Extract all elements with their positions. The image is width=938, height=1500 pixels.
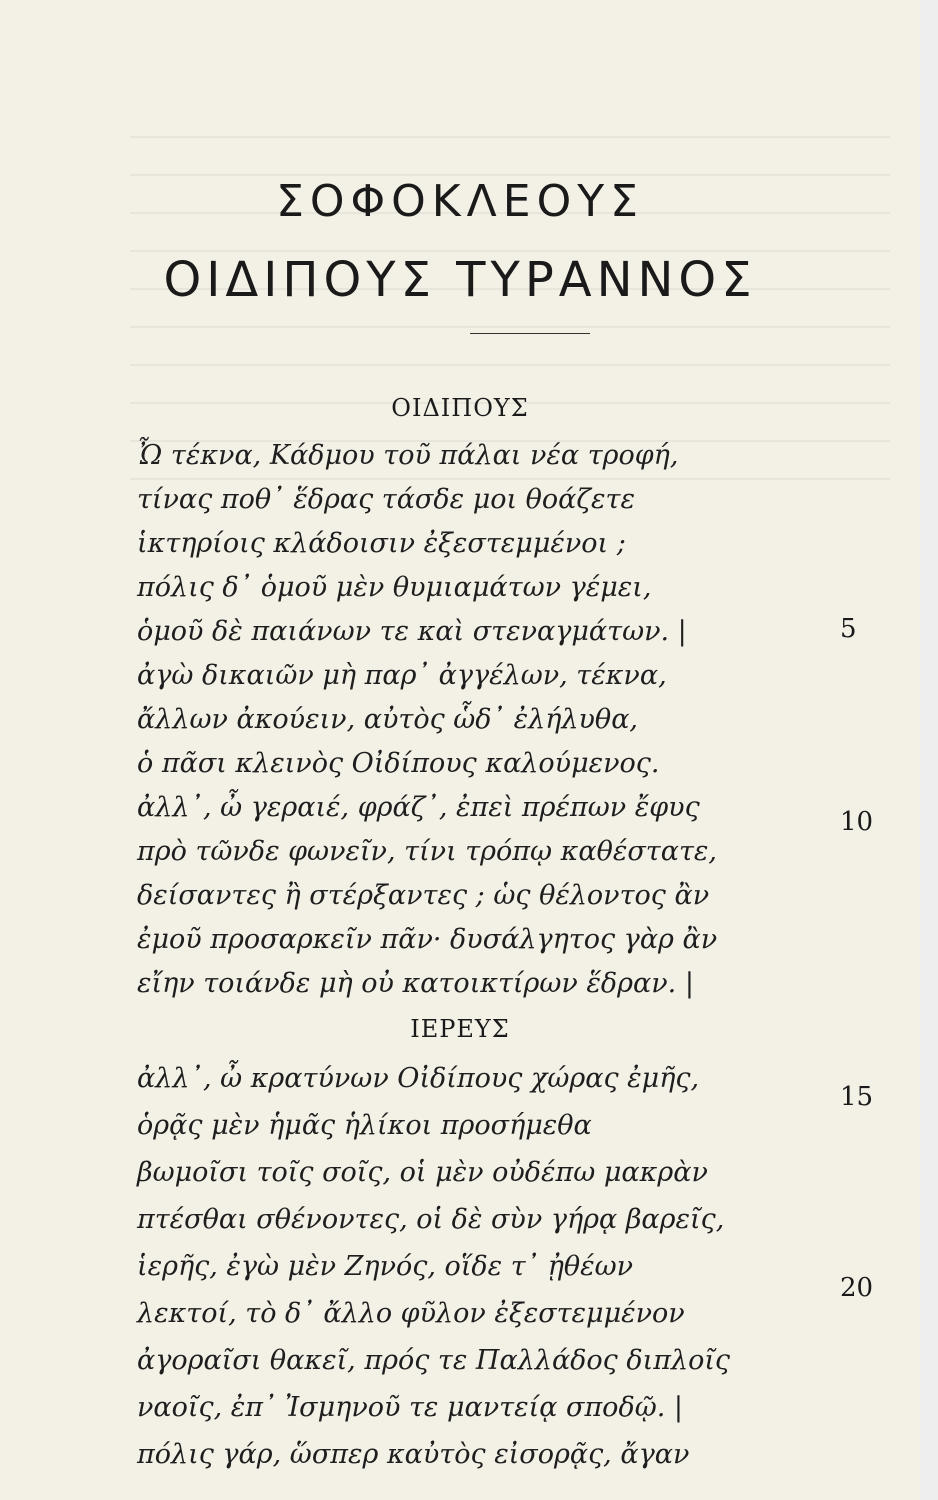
verse-line: ἀγοραῖσι θακεῖ, πρός τε Παλλάδος διπλοῖς xyxy=(137,1345,731,1376)
verse-line: τίνας ποθ᾽ ἕδρας τάσδε μοι θοάζετε xyxy=(137,484,635,515)
verse-line: λεκτοί, τὸ δ᾽ ἄλλο φῦλον ἐξεστεμμένον xyxy=(137,1298,685,1329)
verse-line: ὁ πᾶσι κλεινὸς Οἰδίπους καλούμενος. xyxy=(137,748,660,779)
line-number: 15 xyxy=(840,1082,874,1112)
verse-line: ἱερῆς, ἐγὼ μὲν Ζηνός, οἵδε τ᾽ ᾐθέων xyxy=(137,1251,634,1282)
verse-line: ὁμοῦ δὲ παιάνων τε καὶ στεναγμάτων. | xyxy=(137,616,687,647)
title-divider xyxy=(470,333,590,334)
verse-line: εἴην τοιάνδε μὴ οὐ κατοικτίρων ἕδραν. | xyxy=(137,968,694,999)
verse-line: πτέσθαι σθένοντες, οἱ δὲ σὺν γήρᾳ βαρεῖς, xyxy=(137,1204,725,1235)
verse-line: πόλις δ᾽ ὁμοῦ μὲν θυμιαμάτων γέμει, xyxy=(137,572,652,603)
line-number: 10 xyxy=(840,807,874,837)
verse-line: ναοῖς, ἐπ᾽ Ἰσμηνοῦ τε μαντείᾳ σποδῷ. | xyxy=(137,1392,683,1423)
line-number: 20 xyxy=(840,1273,874,1303)
speaker-label: ΙΕΡΕΥΣ xyxy=(410,1015,510,1043)
author-heading: ΣΟΦΟΚΛΕΟΥΣ xyxy=(276,176,644,227)
verse-line: ἱκτηρίοις κλάδοισιν ἐξεστεμμένοι ; xyxy=(137,528,626,559)
speaker-label: ΟΙΔΙΠΟΥΣ xyxy=(391,394,529,422)
verse-line: Ὦ τέκνα, Κάδμου τοῦ πάλαι νέα τροφή, xyxy=(137,440,679,471)
verse-line: ἀλλ᾽, ὦ κρατύνων Οἰδίπους χώρας ἐμῆς, xyxy=(137,1063,700,1094)
verse-line: ἄλλων ἀκούειν, αὐτὸς ὧδ᾽ ἐλήλυθα, xyxy=(137,704,639,735)
verse-line: πρὸ τῶνδε φωνεῖν, τίνι τρόπῳ καθέστατε, xyxy=(137,836,717,867)
verse-line: δείσαντες ἢ στέρξαντες ; ὡς θέλοντος ἂν xyxy=(137,880,710,911)
verse-line: ὁρᾷς μὲν ἡμᾶς ἡλίκοι προσήμεθα xyxy=(137,1110,592,1141)
line-number: 5 xyxy=(840,614,857,644)
verse-line: ἐμοῦ προσαρκεῖν πᾶν· δυσάλγητος γὰρ ἂν xyxy=(137,924,718,955)
verse-line: βωμοῖσι τοῖς σοῖς, οἱ μὲν οὐδέπω μακρὰν xyxy=(137,1157,708,1188)
verse-line: ἀγὼ δικαιῶν μὴ παρ᾽ ἀγγέλων, τέκνα, xyxy=(137,660,667,691)
verse-line: πόλις γάρ, ὥσπερ καὐτὸς εἰσορᾷς, ἄγαν xyxy=(137,1439,690,1470)
play-title: ΟΙΔΙΠΟΥΣ ΤΥΡΑΝΝΟΣ xyxy=(163,252,757,308)
verse-line: ἀλλ᾽, ὦ γεραιέ, φράζ᾽, ἐπεὶ πρέπων ἔφυς xyxy=(137,792,700,823)
page-edge xyxy=(920,0,938,1500)
